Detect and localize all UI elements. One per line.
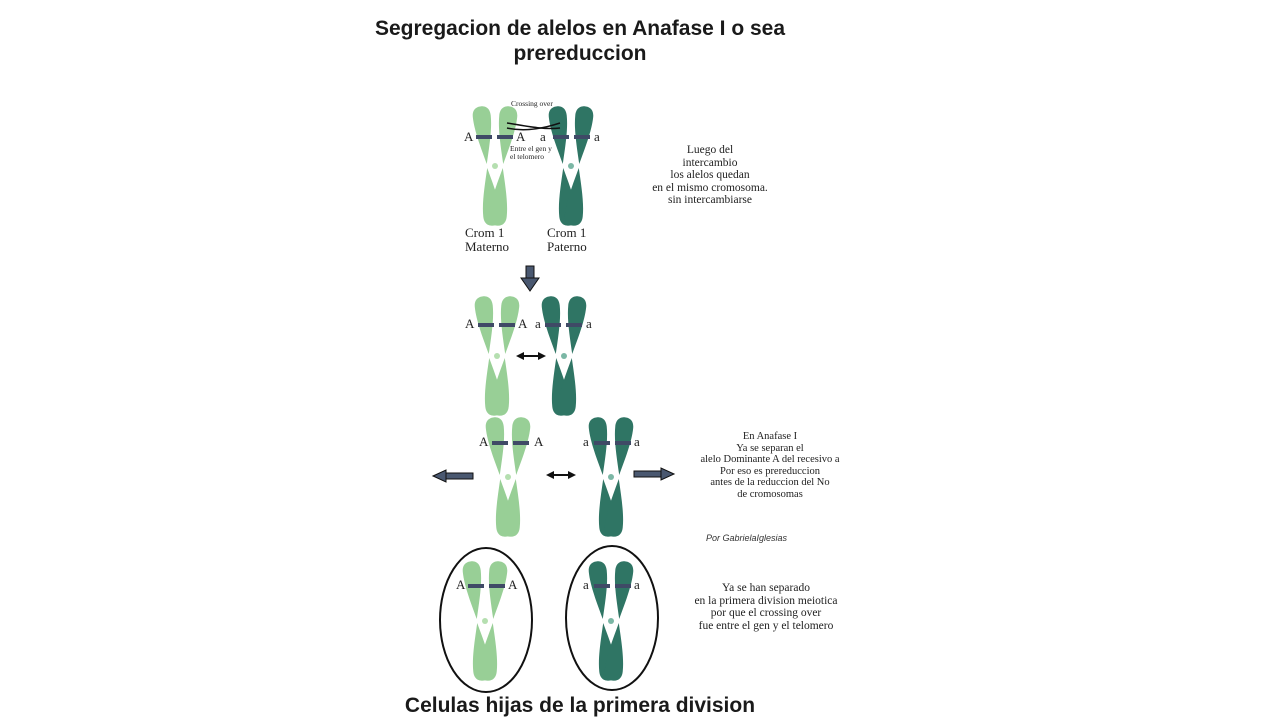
crom-label-line: Materno: [465, 239, 510, 254]
centromere: [561, 353, 567, 359]
crom-label-line: Paterno: [547, 239, 587, 254]
title-line-2: prereduccion: [513, 42, 647, 65]
double-arrow-icon: [546, 471, 576, 479]
crossing-over-label: Crossing over: [511, 99, 553, 108]
double-arrow-icon: [516, 352, 546, 360]
allele-a: a: [634, 434, 640, 449]
centromere: [505, 474, 511, 480]
allele-a: a: [583, 577, 589, 592]
paternal-chromosome-row2: [541, 295, 587, 416]
allele-A: A: [479, 434, 489, 449]
allele-a: a: [540, 129, 546, 144]
paternal-chromosome-row1: [548, 105, 594, 226]
centromere: [482, 618, 488, 624]
gene-band: [478, 323, 494, 327]
maternal-chromosome-row3: [485, 416, 531, 537]
gene-band: [468, 584, 484, 588]
title-line-1: Segregacion de alelos en Anafase I o sea: [374, 17, 786, 40]
footer-caption: Celulas hijas de la primera division: [404, 694, 756, 717]
note-after-exchange: Luego del intercambio los alelos quedan en el mismo cromosoma. sin intercambiarse: [652, 144, 768, 206]
gene-band: [594, 584, 610, 588]
crom1-paterno-label: [547, 226, 587, 254]
gene-band: [566, 323, 582, 327]
allele-a: a: [634, 577, 640, 592]
author-credit: Por GabrielaIglesias: [706, 533, 788, 543]
right-arrow-icon: [634, 468, 674, 480]
maternal-chromosome-row2: [474, 295, 520, 416]
crom-label-line: Crom 1: [547, 225, 587, 240]
maternal-chromosome-row4: [462, 560, 508, 681]
paternal-chromosome-row4: [588, 560, 634, 681]
gene-band: [499, 323, 515, 327]
gene-band: [489, 584, 505, 588]
allele-A: A: [508, 577, 518, 592]
allele-a: a: [583, 434, 589, 449]
gene-band: [545, 323, 561, 327]
allele-a: a: [586, 316, 592, 331]
centromere: [492, 163, 498, 169]
allele-a: a: [594, 129, 600, 144]
down-arrow-icon: [521, 266, 539, 291]
centromere: [608, 474, 614, 480]
gene-band: [513, 441, 529, 445]
allele-A: A: [464, 129, 474, 144]
allele-A: A: [534, 434, 544, 449]
gene-band: [553, 135, 569, 139]
centromere: [608, 618, 614, 624]
gene-band: [497, 135, 513, 139]
gene-band: [594, 441, 610, 445]
allele-A: A: [465, 316, 475, 331]
allele-a: a: [535, 316, 541, 331]
centromere: [494, 353, 500, 359]
note-anaphase: En Anafase I Ya se separan el alelo Dominante A del recesivo a Por eso es prereduccion antes de la reduccion del No de cromosomas: [700, 431, 840, 500]
centromere: [568, 163, 574, 169]
crom-label-line: Crom 1: [465, 225, 505, 240]
between-telomere-label: el telomero: [510, 152, 544, 161]
crom1-materno-label: [465, 226, 509, 254]
gene-band: [615, 584, 631, 588]
note-separated: Ya se han separado en la primera division meiotica por que el crossing over fue entre el gen y el telomero: [694, 582, 838, 632]
allele-A: A: [516, 129, 526, 144]
gene-band: [574, 135, 590, 139]
paternal-chromosome-row3: [588, 416, 634, 537]
between-gene-label: Entre el gen y: [510, 144, 552, 153]
left-arrow-icon: [433, 470, 473, 482]
allele-A: A: [456, 577, 466, 592]
allele-A: A: [518, 316, 528, 331]
gene-band: [476, 135, 492, 139]
gene-band: [615, 441, 631, 445]
gene-band: [492, 441, 508, 445]
